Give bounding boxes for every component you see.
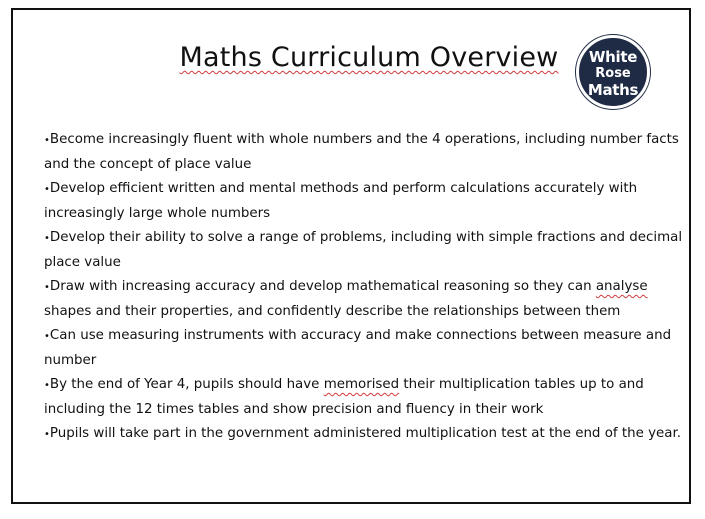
bullet-marker: • (44, 233, 50, 244)
bullet-text: Can use measuring instruments with accuracy and make connections between measure and number (44, 328, 672, 368)
bullet-text: Develop their ability to solve a range of problems, including with simple fractions and decimal place value (44, 230, 683, 270)
bullet-text: Draw with increasing accuracy and develop mathematical reasoning so they can (49, 279, 596, 294)
bullet-item-1 (44, 128, 684, 176)
bullet-text: Develop efficient written and mental methods and perform calculations accurately with increasingly large whole numbers (44, 181, 638, 221)
bullet-item-5 (44, 324, 684, 372)
bullet-text: Become increasingly fluent with whole numbers and the 4 operations, including number facts and the concept of place value (44, 132, 679, 172)
bullet-marker: • (44, 429, 50, 440)
bullet-marker: • (44, 282, 50, 293)
bullet-text-rest: their multiplication tables up to and including the 12 times tables and show precision and fluency in their work (44, 377, 644, 417)
bullet-item-6 (44, 373, 684, 421)
logo-line-maths: Maths (587, 81, 639, 99)
bullet-item-4 (44, 275, 684, 323)
white-rose-maths-logo (576, 35, 650, 109)
bullet-item-2 (44, 177, 684, 225)
bullet-text-rest: shapes and their properties, and confidently describe the relationships between them (44, 303, 621, 319)
spellcheck-flagged-word: memorised (323, 377, 400, 392)
bullet-marker: • (44, 331, 50, 342)
logo-line-rose: Rose (595, 66, 631, 81)
title-flagged-word: Maths Curriculum Overview (179, 42, 559, 73)
bullet-marker: • (44, 380, 50, 391)
bullet-text: Pupils will take part in the government administered multiplication test at the end of the year. (49, 426, 681, 441)
bullet-item-3 (44, 226, 684, 274)
bullet-text: By the end of Year 4, pupils should have (49, 377, 324, 392)
bullet-item-7 (44, 422, 684, 447)
logo-line-white: White (588, 48, 638, 66)
slide-frame (11, 8, 691, 504)
curriculum-bullet-list (44, 128, 684, 448)
bullet-marker: • (44, 135, 50, 146)
bullet-marker: • (44, 184, 50, 195)
spellcheck-flagged-word: analyse (595, 279, 648, 294)
